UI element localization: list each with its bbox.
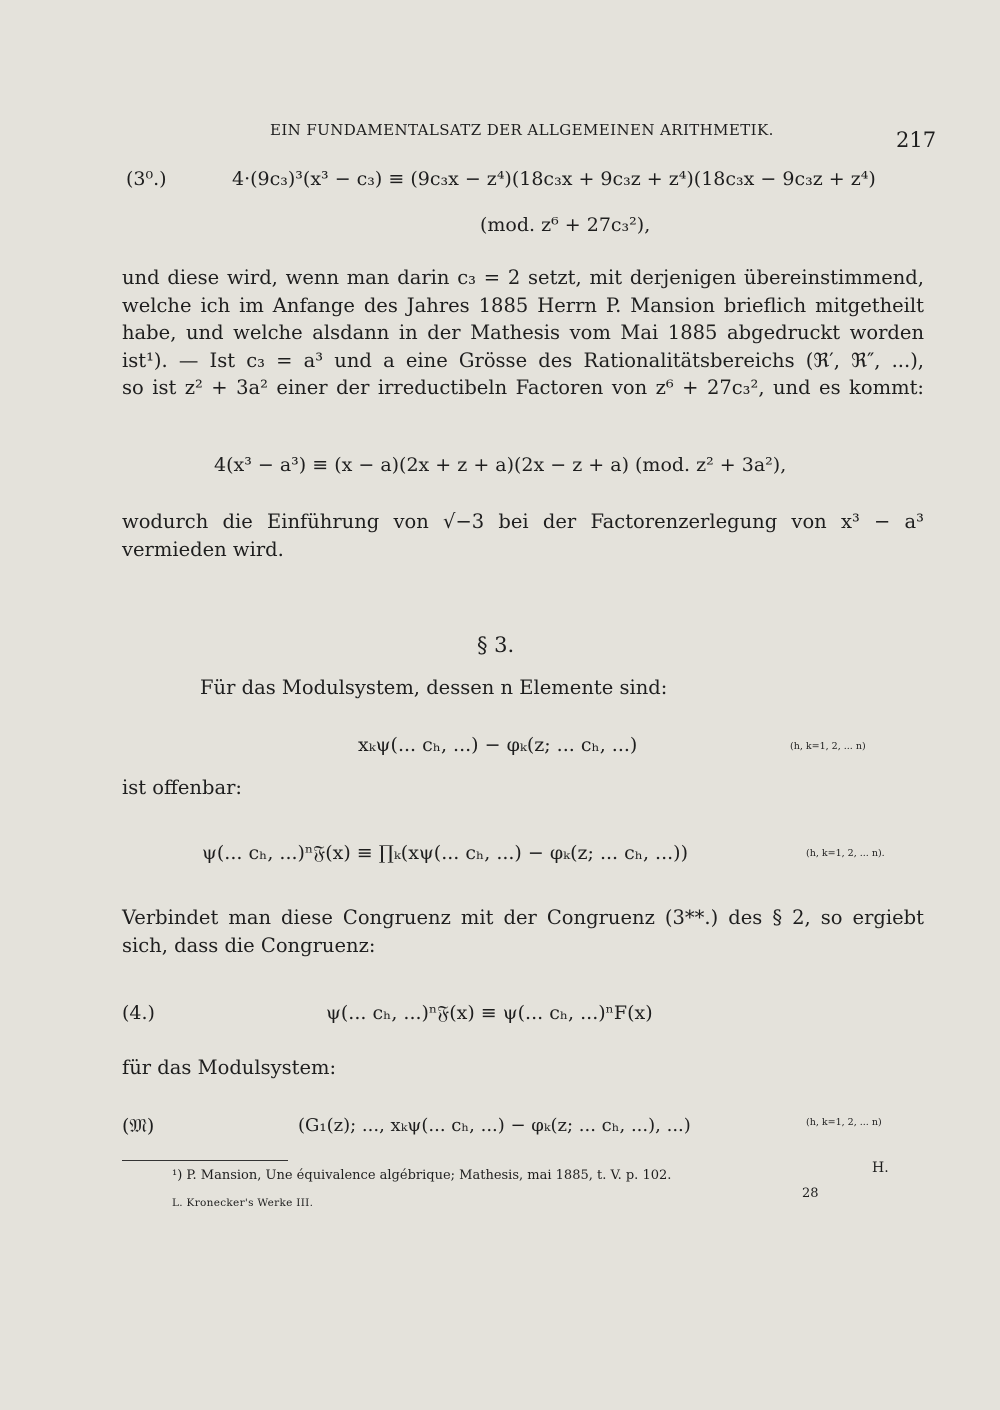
paragraph-congruenz [122,904,924,959]
footnote-rule [122,1160,288,1161]
page-number: 217 [896,128,937,152]
equation-product: ψ(... cₕ, ...)ⁿ𝔉(x) ≡ ∏ₖ(xψ(... cₕ, ...) − φₖ(z; ... cₕ, ...)) [202,842,688,864]
equation-4: ψ(... cₕ, ...)ⁿ𝔉(x) ≡ ψ(... cₕ, ...)ⁿF(x) [326,1002,653,1024]
equation-3o-modulus: (mod. z⁶ + 27c₃²), [480,214,651,236]
equation-label-4: (4.) [122,1002,155,1024]
equation-label-3o: (3⁰.) [126,168,167,190]
imprint: L. Kronecker's Werke III. [172,1197,314,1209]
paragraph-sqrt [122,508,924,563]
text-line: Verbindet man diese Congruenz mit der Congruenz (3**.) des § 2, so ergiebt [122,906,924,929]
paragraph-fur-modulsystem: für das Modulsystem: [122,1056,337,1079]
equation-elements: xₖψ(... cₕ, ...) − φₖ(z; ... cₕ, ...) [358,734,638,756]
text-line: und diese wird, wenn man darin c₃ = 2 setzt, mit derjenigen übereinstimmend, [122,266,924,289]
text-line: ist¹). — Ist c₃ = a³ und a eine Grösse des Rationalitätsbereichs (ℜ′, ℜ″, ...), [122,348,924,372]
paragraph-mansion [122,264,924,402]
index-range: (h, k=1, 2, ... n). [806,848,885,859]
equation-factorization: 4(x³ − a³) ≡ (x − a)(2x + z + a)(2x − z + a) (mod. z² + 3a²), [214,454,787,476]
section-heading: § 3. [477,633,515,657]
paragraph-offenbar: ist offenbar: [122,776,242,799]
paragraph-modulsystem: Für das Modulsystem, dessen n Elemente sind: [200,676,668,699]
running-header: EIN FUNDAMENTALSATZ DER ALLGEMEINEN ARITHMETIK. [270,121,774,139]
text-line: sich, dass die Congruenz: [122,933,376,957]
equation-3o: 4·(9c₃)³(x³ − c₃) ≡ (9c₃x − z⁴)(18c₃x + 9c₃z + z⁴)(18c₃x − 9c₃z + z⁴) [232,168,876,190]
text-line: welche ich im Anfange des Jahres 1885 Herrn P. Mansion brieflich mitgetheilt [122,293,924,317]
index-range: (h, k=1, 2, ... n) [790,741,866,752]
index-range: (h, k=1, 2, ... n) [806,1117,882,1128]
footnote: ¹) P. Mansion, Une équivalence algébrique; Mathesis, mai 1885, t. V. p. 102. [172,1168,672,1183]
footnote-mark: H. [872,1160,889,1176]
text-line: so ist z² + 3a² einer der irreductibeln Factoren von z⁶ + 27c₃², und es kommt: [122,376,924,399]
signature-mark: 28 [802,1186,819,1201]
equation-m: (G₁(z); ..., xₖψ(... cₕ, ...) − φₖ(z; ... cₕ, ...), ...) [298,1115,691,1136]
text-line: habe, und welche alsdann in der Mathesis vom Mai 1885 abgedruckt worden [122,321,924,344]
equation-label-m: (𝔐) [122,1115,155,1137]
text-line: vermieden wird. [122,537,284,561]
text-line: wodurch die Einführung von √−3 bei der Factorenzerlegung von x³ − a³ [122,510,924,533]
